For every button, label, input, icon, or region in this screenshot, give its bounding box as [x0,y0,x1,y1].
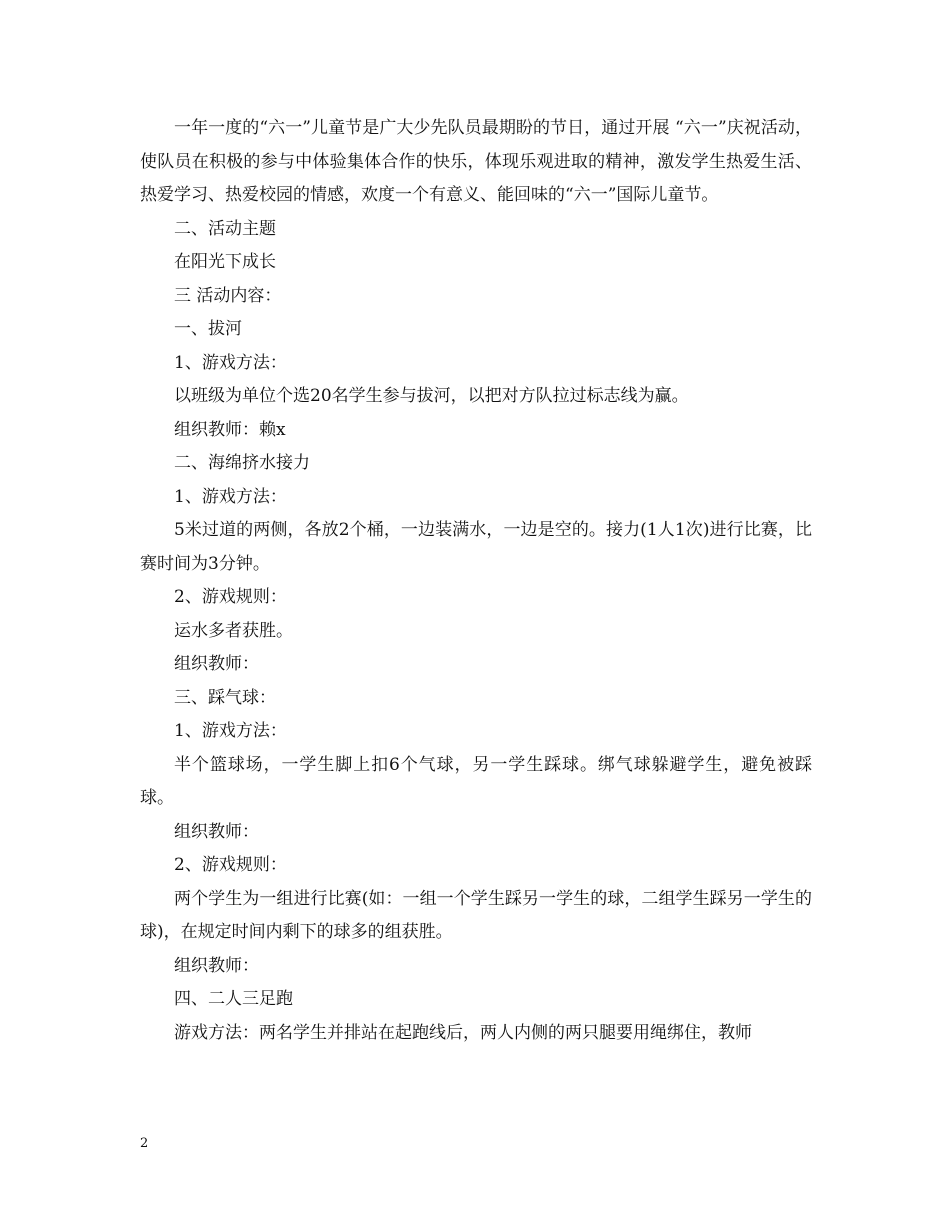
paragraph-sponge-rules: 运水多者获胜。 [174,620,293,641]
paragraph-balloon-rules: 两个学生为一组进行比赛(如：一组一个学生踩另一学生的球，二组学生踩另一学生的球)，在规定时间内剩下的球多的组获胜。 [140,888,812,942]
heading-tug-of-war: 一、拔河 [174,319,242,339]
heading-sponge-relay: 二、海绵挤水接力 [174,453,310,473]
paragraph-organizer: 组织教师： [174,955,259,976]
heading-activity-theme: 二、活动主题 [174,218,276,239]
paragraph-tug-method: 以班级为单位个选20名学生参与拔河，以把对方队拉过标志线为赢。 [174,386,689,406]
subheading-game-rules: 2、游戏规则： [174,587,287,607]
paragraph-three-legged-method: 游戏方法：两名学生并排站在起跑线后，两人内侧的两只腿要用绳绑住，教师 [174,1022,752,1043]
heading-activity-content: 三 活动内容： [174,285,282,306]
paragraph-sponge-method: 5米过道的两侧，各放2个桶，一边装满水，一边是空的。接力(1人1次)进行比赛，比赛时间为3分钟。 [140,520,812,574]
subheading-game-rules: 2、游戏规则： [174,855,287,875]
heading-balloon-stomp: 三、踩气球： [174,687,276,708]
paragraph-intro: 一年一度的“六一”儿童节是广大少先队员最期盼的节日，通过开展 “六一”庆祝活动，使队员在积极的参与中体验集体合作的快乐，体现乐观进取的精神，激发学生热爱生活、热爱学习、热爱校园的情感，欢度一个有意义、能回味的“六一”国际儿童节。 [140,118,812,205]
document-body [140,112,812,1050]
subheading-game-method: 1、游戏方法： [174,486,287,507]
heading-three-legged-race: 四、二人三足跑 [174,989,293,1009]
subheading-game-method: 1、游戏方法： [174,352,287,373]
paragraph-organizer: 组织教师：赖x [174,419,286,440]
page-number: 2 [140,1136,149,1151]
paragraph-organizer: 组织教师： [174,654,259,674]
paragraph-organizer: 组织教师： [174,821,259,842]
paragraph-balloon-method: 半个篮球场，一学生脚上扣6个气球，另一学生踩球。绑气球躲避学生，避免被踩球。 [140,754,812,808]
paragraph-theme: 在阳光下成长 [174,252,276,272]
subheading-game-method: 1、游戏方法： [174,721,287,741]
